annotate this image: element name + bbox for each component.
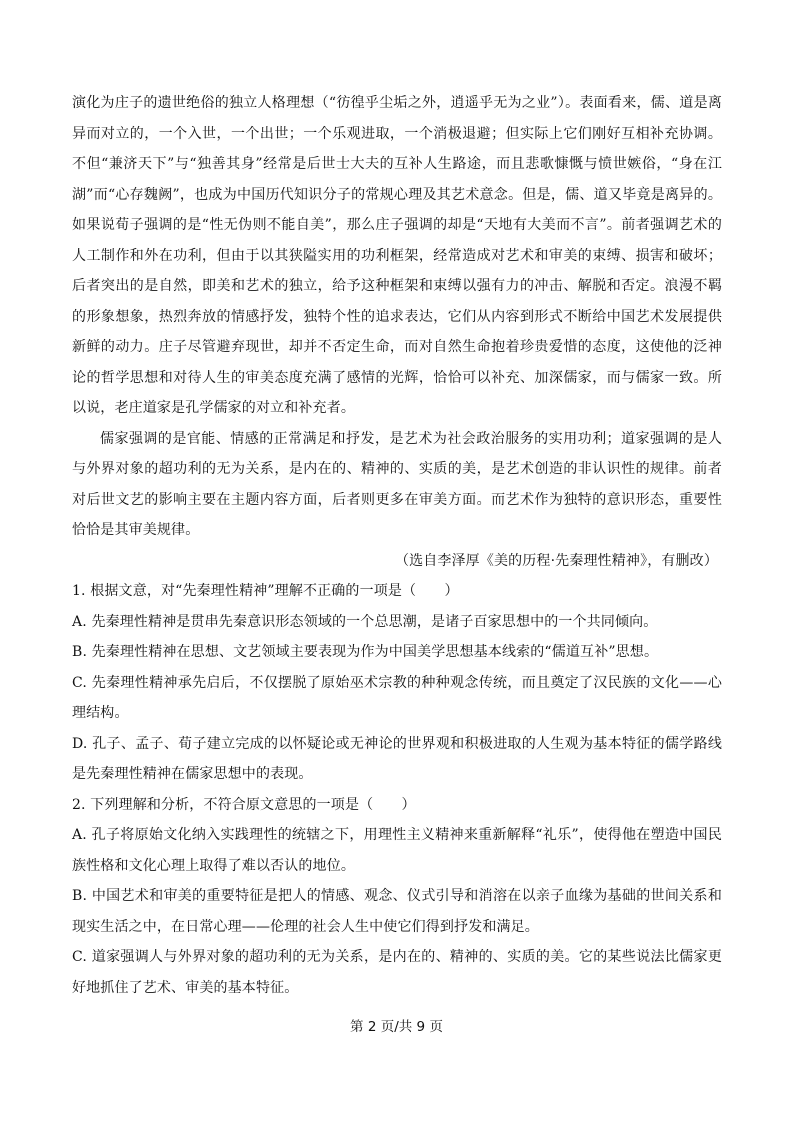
option-c: C. 先秦理性精神承先启后，不仅摆脱了原始巫术宗教的种种观念传统，而且奠定了汉民族的文化——心理结构。 xyxy=(72,674,722,721)
option-list xyxy=(72,607,722,790)
option-a: A. 先秦理性精神是贯串先秦意识形态领域的一个总思潮，是诸子百家思想中的一个共同倾向。 xyxy=(72,613,658,630)
option-b: B. 中国艺术和审美的重要特征是把人的情感、观念、仪式引导和消溶在以亲子血缘为基础的世间关系和现实生活之中，在日常心理——伦理的社会人生中使它们得到抒发和满足。 xyxy=(72,888,722,935)
option-a: A. 孔子将原始文化纳入实践理性的统辖之下，用理性主义精神来重新解释“礼乐”，使得他在塑造中国民族性格和文化心理上取得了难以否认的地位。 xyxy=(72,827,722,874)
option-b: B. 先秦理性精神在思想、文艺领域主要表现为作为中国美学思想基本线索的“儒道互补”思想。 xyxy=(72,644,659,660)
source-citation: （选自李泽厚《美的历程·先秦理性精神》，有删改） xyxy=(394,552,718,569)
question-stem: 1. 根据文意，对“先秦理性精神”理解不正确的一项是（ ） xyxy=(72,583,459,599)
question-2 xyxy=(72,790,722,1004)
passage-paragraph-2: 儒家强调的是官能、情感的正常满足和抒发，是艺术为社会政治服务的实用功利；道家强调的是人与外界对象的超功利的无为关系，是内在的、精神的、实质的美，是艺术创造的非认识性的规律。前者对后世文艺的影响主要在主题内容方面，后者则更多在审美方面。而艺术作为独特的意识形态，重要性恰恰是其审美规律。 xyxy=(72,430,722,538)
option-list xyxy=(72,820,722,1003)
option-c: C. 道家强调人与外界对象的超功利的无为关系，是内在的、精神的、实质的美。它的某些说法比儒家更好地抓住了艺术、审美的基本特征。 xyxy=(72,949,722,996)
question-stem: 2. 下列理解和分析，不符合原文意思的一项是（ ） xyxy=(72,796,416,813)
page-number: 第 2 页/共 9 页 xyxy=(350,1019,443,1035)
option-d: D. 孔子、孟子、荀子建立完成的以怀疑论或无神论的世界观和积极进取的人生观为基本特征的儒学路线是先秦理性精神在儒家思想中的表现。 xyxy=(72,735,722,782)
question-1 xyxy=(72,576,722,790)
page-content xyxy=(72,88,722,1003)
passage-paragraph-1: 演化为庄子的遗世绝俗的独立人格理想（“彷徨乎尘垢之外，逍遥乎无为之业”）。表面看来，儒、道是离异而对立的，一个入世，一个出世；一个乐观进取，一个消极退避；但实际上它们刚好互相补充协调。不但“兼济天下”与“独善其身”经常是后世士大夫的互补人生路途，而且悲歌慷慨与愤世嫉俗，“身在江湖”而“心存魏阙”，也成为中国历代知识分子的常规心理及其艺术意念。但是，儒、道又毕竟是离异的。如果说荀子强调的是“性无伪则不能自美”，那么庄子强调的却是“天地有大美而不言”。前者强调艺术的人工制作和外在功利，但由于以其狭隘实用的功利框架，经常造成对艺术和审美的束缚、损害和破坏；后者突出的是自然，即美和艺术的独立，给予这种框架和束缚以强有力的冲击、解脱和否定。浪漫不羁的形象想象，热烈奔放的情感抒发，独特个性的追求表达，它们从内容到形式不断给中国艺术发展提供新鲜的动力。庄子尽管避弃现世，却并不否定生命，而对自然生命抱着珍贵爱惜的态度，这使他的泛神论的哲学思想和对待人生的审美态度充满了感情的光辉，恰恰可以补充、加深儒家，而与儒家一致。所以说，老庄道家是孔学儒家的对立和补充者。 xyxy=(72,95,722,416)
